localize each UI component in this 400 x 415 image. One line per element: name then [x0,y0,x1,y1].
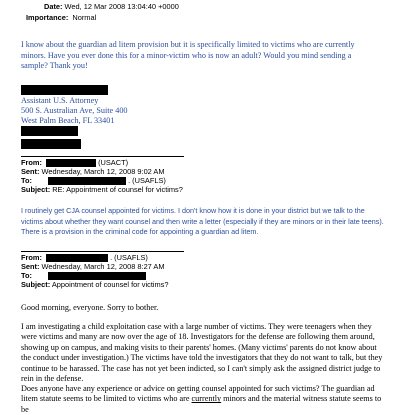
subject-label: Subject: [21,280,51,289]
importance-label: Importance: [26,13,69,22]
date-label: Date: [44,2,63,11]
importance-value: Normal [72,13,97,22]
reply-two-subject-line [21,185,183,194]
from-suffix: (USACT) [98,158,129,167]
reply-two-from-line [21,158,128,167]
to-label: To: [21,271,32,280]
date-value: Wed, 12 Mar 2008 13:04:40 +0000 [64,2,179,11]
from-suffix: . (USAFLS) [110,253,148,262]
to-suffix: . (USAFLS) [128,176,166,185]
signature-line-1: Assistant U.S. Attorney [21,96,99,105]
original-paragraph-1: I am investigating a child exploitation case with a large number of victims. They were teenagers when they were victims and many are now over the age of 18. Investigators for the defense are following them around, showing up on campus, and making visits to their parents' homes. (Many victims' parents do not know about the conduct under investigation.) The victims have told the investigators that they do not want to talk, but they continue to be harassed. The case has not yet been indicted, so I can't simply ask the assigned district judge to rein in the defense. [21,322,383,384]
sent-label: Sent: [21,262,40,271]
reply-two-sent-line [21,167,165,176]
sent-label: Sent: [21,167,40,176]
header-divider [21,251,184,252]
original-sent-line [21,262,165,271]
to-label: To: [21,176,32,185]
sent-value: Wednesday, March 12, 2008 9:02 AM [41,167,165,176]
redaction-block [46,159,96,167]
redaction-block [48,272,146,280]
sent-value: Wednesday, March 12, 2008 8:27 AM [41,262,165,271]
date-line [44,2,179,11]
reply-two-to-line [21,176,166,185]
header-divider [21,156,184,157]
original-to-line [21,271,146,280]
reply-two-body: I routinely get CJA counsel appointed for victims. I don't know how it is done in your district but we talk to the victims about whether they want counsel and then write a letter (especially if they are minors or in their late teens). There is a provision in the criminal code for appointing a guardian ad litem. [21,206,384,236]
redaction-block [48,177,126,185]
from-label: From: [21,158,42,167]
signature-line-3: West Palm Beach, FL 33401 [21,116,115,125]
greeting: Good morning, everyone. Sorry to bother. [21,303,159,312]
reply-one-body: I know about the guardian ad litem provision but it is specifically limited to victims who are currently minors. Have you ever done this for a minor-victim who is now an adult? Would you mind sending a sample? Thank you! [21,40,355,71]
original-subject-line [21,280,168,289]
subject-value: RE: Appointment of counsel for victims? [52,185,183,194]
para2-underlined: currently [191,394,222,404]
redaction-block [21,139,81,149]
original-from-line [21,253,148,262]
para2-before: Does anyone have any experience or advice on getting counsel appointed for such victims? The guardian ad litem statute seems to be limited to victims who are [21,384,375,404]
para2-after: minors and the material witness statute seems to be [21,394,382,414]
redaction-block [21,126,78,136]
importance-line [26,13,96,22]
subject-value: Appointment of counsel for victims? [51,280,169,289]
signature-line-2: 500 S. Australian Ave, Suite 400 [21,106,128,115]
subject-label: Subject: [21,185,51,194]
redaction-block [21,85,108,95]
redaction-block [46,254,108,262]
from-label: From: [21,253,42,262]
